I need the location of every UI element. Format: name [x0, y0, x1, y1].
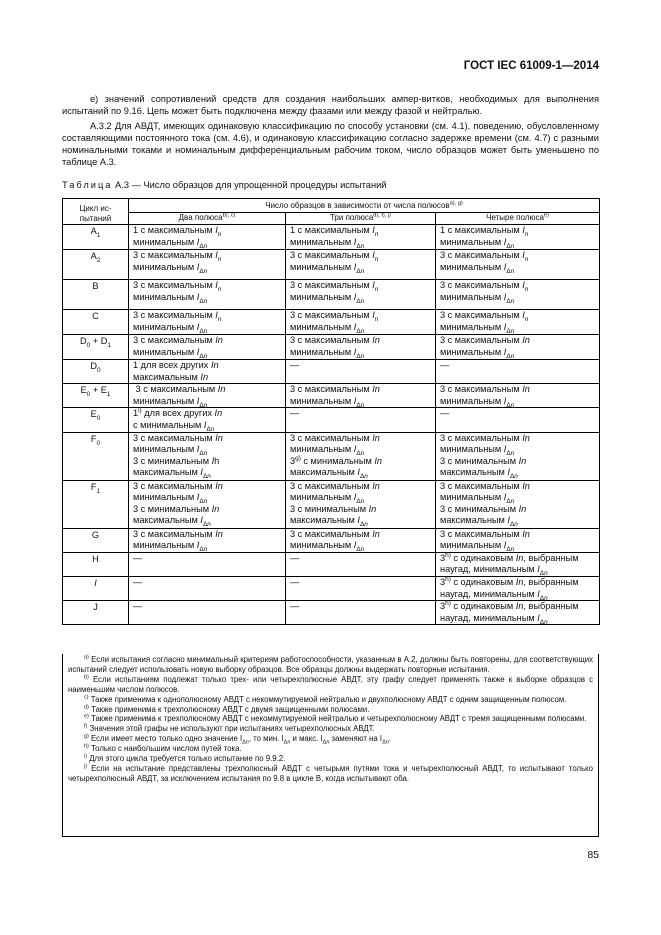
header-three-poles: Три полюса$^{d), f), j)}$ [286, 213, 436, 225]
document-standard-header: ГОСТ IEC 61009-1—2014 [463, 60, 599, 72]
table-row: C 3 с максимальным $I_n$ минимальным $I_{\Delta n}$ 3 с максимальным $I_n$ минимальным $I_{\Delta n}$ 3 с максимальным $I_n$ минимальным $I_{\Delta n}$ [63, 310, 600, 335]
header-cycle: Цикл ис-пытаний [63, 199, 129, 225]
table-caption-text: А.3 — Число образцов для упрощенной процедуры испытаний [112, 180, 387, 190]
table-row: J — — 3$^{h)}$ с одинаковым In, выбранным наугад, минимальным $I_{\Delta n}$ [63, 601, 600, 625]
table-row: $E_0 + E_1$ 3 с максимальным In минимальным $I_{\Delta n}$ 3 с максимальным In минимальным $I_{\Delta n}$ 3 с максимальным In минимальным $I_{\Delta n}$ [63, 384, 600, 408]
table-row: $F_1$ 3 с максимальным In минимальным $I_{\Delta n}$ 3 с минимальным In максимальным $I_{\Delta n}$ 3 с максимальным In минимальным $I_{\Delta n}$ 3 с минимальным In максимальным $I_{\Delta n}$ 3 с максимальным In минимальным $I_{\Delta n}$ 3 с минимальным In максимальным $I_{\Delta n}$ [63, 480, 600, 528]
table-row: $F_0$ 3 с максимальным In минимальным $I_{\Delta n}$ 3 с минимальным Ih максимальным $I_{\Delta n}$ 3 с максимальным In минимальным $I_{\Delta n}$ 3$^{g)}$ с минимальным In максимальным $I_{\Delta n}$ 3 с максимальным In минимальным $I_{\Delta n}$ 3 с минимальным In максимальным $I_{\Delta n}$ [63, 432, 600, 480]
table-caption-prefix: Таблица [62, 180, 113, 190]
footnote-c: $^{c)}$ Также применима к однополюсному АВДТ с некоммутируемой нейтралью и двухполюсному АВДТ с одним защищенным полюсом. [84, 694, 567, 704]
table-row: $E_0$ 1$^{i)}$ для всех других In с минимальным $I_{\Delta n}$ — — [63, 408, 600, 432]
footnote-a: $^{a)}$ Если испытания согласно минимальный критериям работоспособности, указанным в А.2, должны быть повторены, для соответствующих испытаний следует использовать новую выборку образцов. Все образцы должны выдержать повторные испытания. [68, 654, 593, 674]
table-row: I — — 3$^{h)}$ с одинаковым In, выбранным наугад, минимальным $I_{\Delta n}$ [63, 576, 600, 600]
samples-table [62, 198, 600, 625]
table-caption [62, 180, 386, 190]
paragraph-a-3-2: А.3.2 Для АВДТ, имеющих одинаковую классификацию по способу установки (см. 4.1), поведению, обусловленному составляющими постоянного тока (см. 4.6), и одинаковую классификацию согласно задержке времени (см. 4.7) с разными номинальными токами и номинальным дифференциальным рабочим током, число образцов может быть уменьшено по таблице А.3. [62, 121, 599, 167]
footnote-b: $^{b)}$ Если испытаниям подлежат только трех- или четырехполюсные АВДТ, эту графу следует применять также к выборке образцов с наименьшим числом полюсов. [68, 674, 593, 694]
table-row: $D_0 + D_1$ 3 с максимальным In минимальным $I_{\Delta n}$ 3 с максимальным In минимальным $I_{\Delta n}$ 3 с максимальным In минимальным $I_{\Delta n}$ [63, 335, 600, 360]
header-four-poles: Четыре полюса$^{e)}$ [436, 213, 600, 225]
footnote-h: $^{h)}$ Только с наибольшим числом путей тока. [84, 743, 242, 754]
table-row: H — — 3$^{h)}$ с одинаковым In, выбранным наугад, минимальным $I_{\Delta n}$ [63, 552, 600, 576]
paragraph-e: е) значений сопротивлений средств для создания наибольших ампер-витков, необходимых для выполнения испытаний по 9.16. Цепь может быть подключена между фазами или между фазой и нейтралью. [62, 94, 599, 116]
footnote-i: $^{i)}$ Для этого цикла требуется только испытание по 9.9.2. [84, 753, 286, 764]
page-number: 85 [587, 849, 599, 861]
footnote-g: $^{g)}$ Если имеет место только одно значение $I_{\Delta n}$, то мин. $I_{\Delta n}$ и макс. $I_{\Delta n}$ заменяют на $I_{\Delta n}$. [84, 733, 391, 746]
table-row: B 3 с максимальным $I_n$ минимальным $I_{\Delta n}$ 3 с максимальным $I_n$ минимальным $I_{\Delta n}$ 3 с максимальным $I_n$ минимальным $I_{\Delta n}$ [63, 280, 600, 310]
table-footnotes [62, 654, 599, 837]
footnote-e: $^{e)}$ Также применима к трехполюсному АВДТ с некоммутируемой нейтралью и четырехполюсному АВДТ с тремя защищенными полюсами. [84, 713, 587, 724]
table-row: $D_0$ 1 для всех других In максимальным In — — [63, 360, 600, 384]
footnote-f: $^{f)}$ Значения этой графы не используют при испытаниях четырехполюсных АВДТ. [84, 723, 375, 734]
header-two-poles: Два полюса$^{b), c)}$ [129, 213, 286, 225]
footnote-j: $^{j)}$ Если на испытание представлены трехполюсный АВДТ с четырьмя путями тока и четырехполюсный АВДТ, то испытывают только четырехполюсный АВДТ, за исключением испытания по 9.8 в цикле В, когда испытывают оба. [68, 763, 593, 783]
header-samples-group: Число образцов в зависимости от числа полюсов$^{a), g)}$ [129, 199, 600, 213]
table-row: G 3 с максимальным In минимальным $I_{\Delta n}$ 3 с максимальным In минимальным $I_{\Delta n}$ 3 с максимальным In минимальным $I_{\Delta n}$ [63, 528, 600, 552]
table-row: $A_2$ 3 с максимальным $I_n$ минимальным $I_{\Delta n}$ 3 с максимальным $I_n$ минимальным $I_{\Delta n}$ 3 с максимальным $I_n$ минимальным $I_{\Delta n}$ [63, 250, 600, 280]
body-text [62, 93, 599, 168]
footnote-d: $^{d)}$ Также применима к трехполюсному АВДТ с двумя защищенными полюсами. [84, 703, 370, 714]
table-row: $A_1$ 1 с максимальным $I_n$ минимальным $I_{\Delta n}$ 1 с максимальным $I_n$ минимальным $I_{\Delta n}$ 1 с максимальным $I_n$ минимальным $I_{\Delta n}$ [63, 225, 600, 250]
